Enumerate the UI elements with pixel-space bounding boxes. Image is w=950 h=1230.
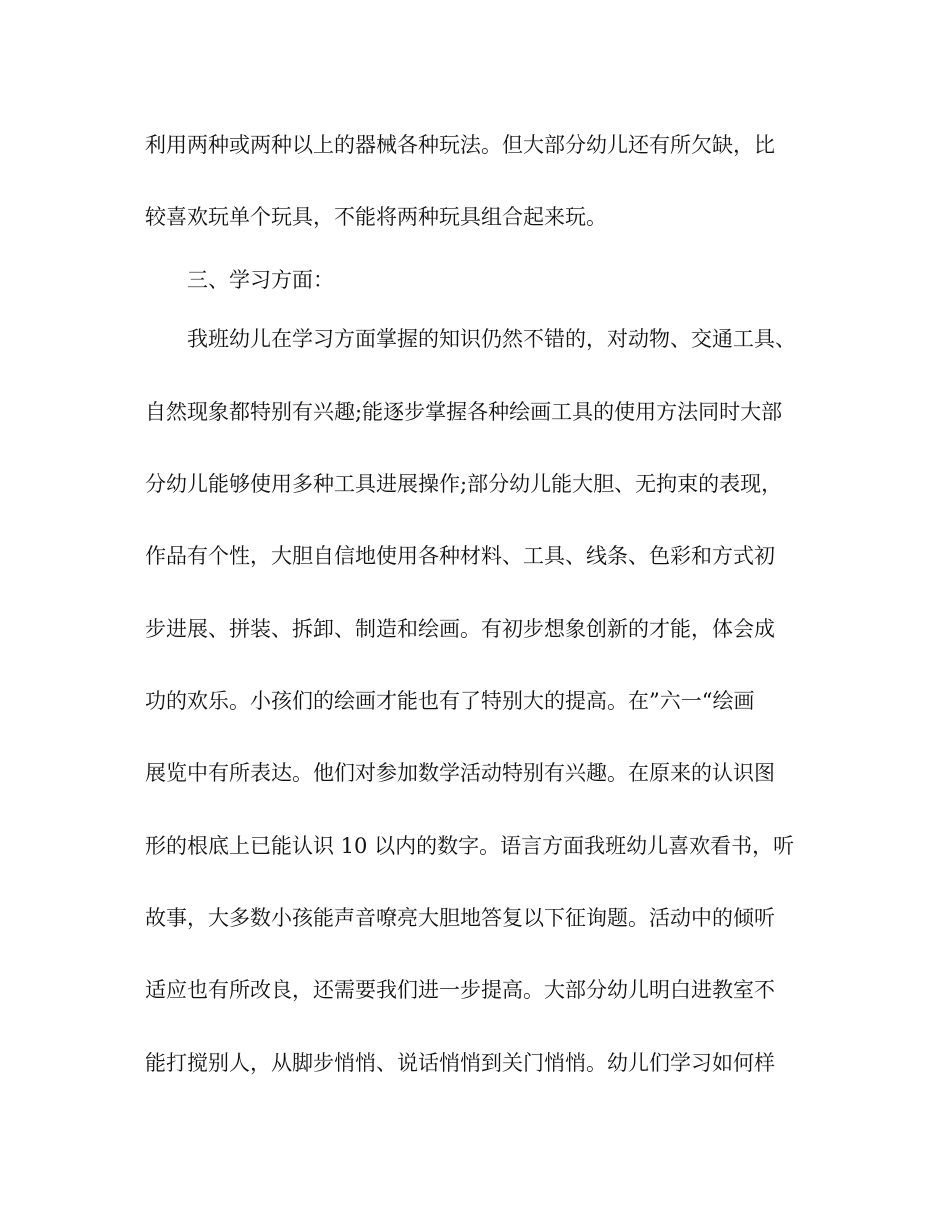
text-line-13: 适应也有所改良，还需要我们进一步提高。大部分幼儿明白进教室不 (145, 978, 775, 1002)
text-line-8: 步进展、拼装、拆卸、制造和绘画。有初步想象创新的才能，体会成 (145, 617, 775, 641)
text-line-14: 能打搅别人，从脚步悄悄、说话悄悄到关门悄悄。幼儿们学习如何样 (145, 1051, 775, 1075)
text-line-12: 故事，大多数小孩能声音嘹亮大胆地答复以下征询题。活动中的倾听 (145, 906, 775, 930)
section-heading: 三、学习方面： (187, 268, 334, 292)
text-line-1: 利用两种或两种以上的器械各种玩法。但大部分幼儿还有所欠缺，比 (145, 133, 775, 157)
text-line-6: 分幼儿能够使用多种工具进展操作;部分幼儿能大胆、无拘束的表现， (145, 472, 783, 496)
text-line-5: 自然现象都特别有兴趣;能逐步掌握各种绘画工具的使用方法同时大部 (145, 400, 783, 424)
text-line-9: 功的欢乐。小孩们的绘画才能也有了特别大的提高。在”六一“绘画 (145, 689, 755, 713)
text-line-4: 我班幼儿在学习方面掌握的知识仍然不错的，对动物、交通工具、 (187, 327, 796, 351)
text-line-7: 作品有个性，大胆自信地使用各种材料、工具、线条、色彩和方式初 (145, 544, 775, 568)
text-line-11: 形的根底上已能认识 10 以内的数字。语言方面我班幼儿喜欢看书，听 (145, 834, 795, 858)
text-line-2: 较喜欢玩单个玩具，不能将两种玩具组合起来玩。 (145, 205, 607, 229)
text-line-10: 展览中有所表达。他们对参加数学活动特别有兴趣。在原来的认识图 (145, 761, 775, 785)
